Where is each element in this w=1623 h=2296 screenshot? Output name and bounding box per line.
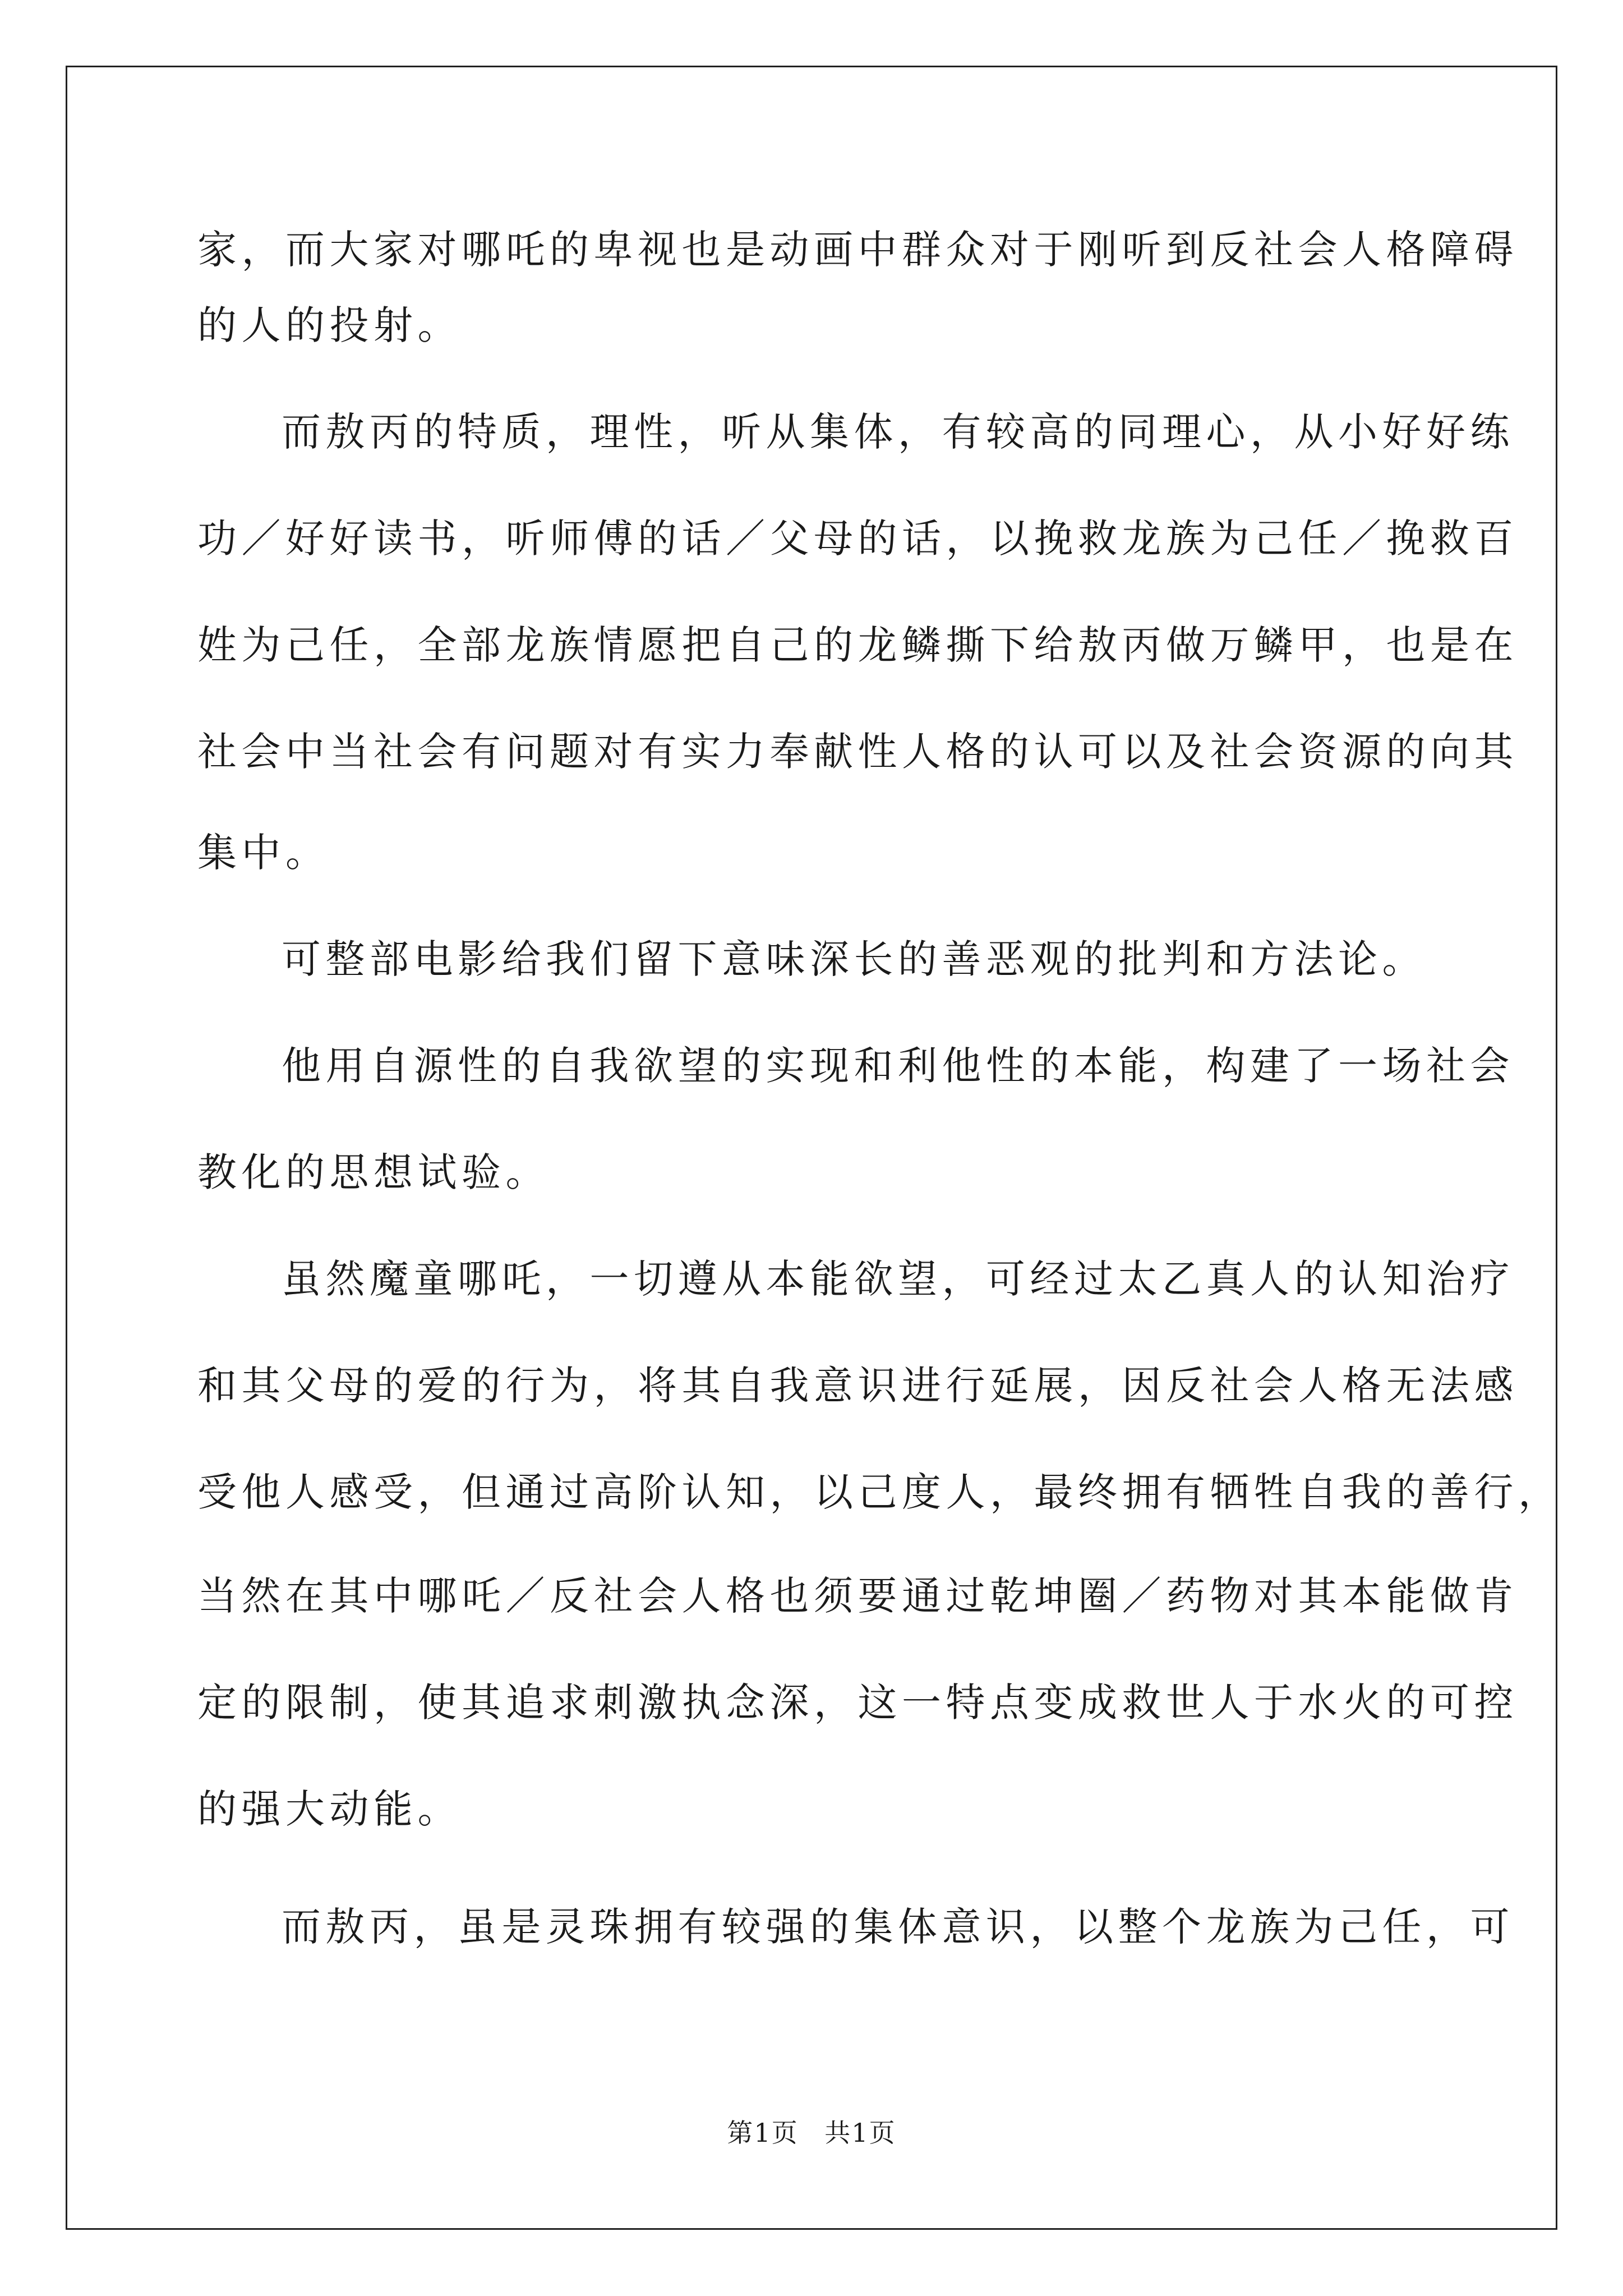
text-line: 社会中当社会有问题对有实力奉献性人格的认可以及社会资源的向其 (197, 729, 1518, 775)
text-line: 定的限制，使其追求刺激执念深，这一特点变成救世人于水火的可控 (197, 1680, 1518, 1726)
text-line: 他用自源性的自我欲望的实现和利他性的本能，构建了一场社会 (282, 1043, 1514, 1089)
text-line: 的人的投射。 (197, 302, 462, 348)
text-line: 家，而大家对哪吒的卑视也是动画中群众对于刚听到反社会人格障碍 (197, 227, 1518, 273)
text-line: 而敖丙，虽是灵珠拥有较强的集体意识，以整个龙族为己任，可 (282, 1904, 1514, 1950)
text-line: 虽然魔童哪吒，一切遵从本能欲望，可经过太乙真人的认知治疗 (282, 1256, 1514, 1302)
text-line: 受他人感受，但通过高阶认知，以己度人，最终拥有牺牲自我的善行， (197, 1469, 1562, 1515)
text-line: 的强大动能。 (197, 1786, 462, 1832)
text-line: 集中。 (197, 830, 330, 876)
text-line: 而敖丙的特质，理性，听从集体，有较高的同理心，从小好好练 (282, 409, 1514, 455)
text-line: 和其父母的爱的行为，将其自我意识进行延展，因反社会人格无法感 (197, 1363, 1518, 1409)
text-line: 姓为己任，全部龙族情愿把自己的龙鳞撕下给敖丙做万鳞甲，也是在 (197, 622, 1518, 668)
text-line: 功／好好读书，听师傅的话／父母的话，以挽救龙族为己任／挽救百 (197, 516, 1518, 562)
text-line: 当然在其中哪吒／反社会人格也须要通过乾坤圈／药物对其本能做肯 (197, 1573, 1518, 1619)
text-line: 可整部电影给我们留下意味深长的善恶观的批判和方法论。 (282, 936, 1426, 982)
text-line: 教化的思想试验。 (197, 1149, 550, 1195)
page-footer: 第1页 共1页 (727, 2118, 896, 2148)
